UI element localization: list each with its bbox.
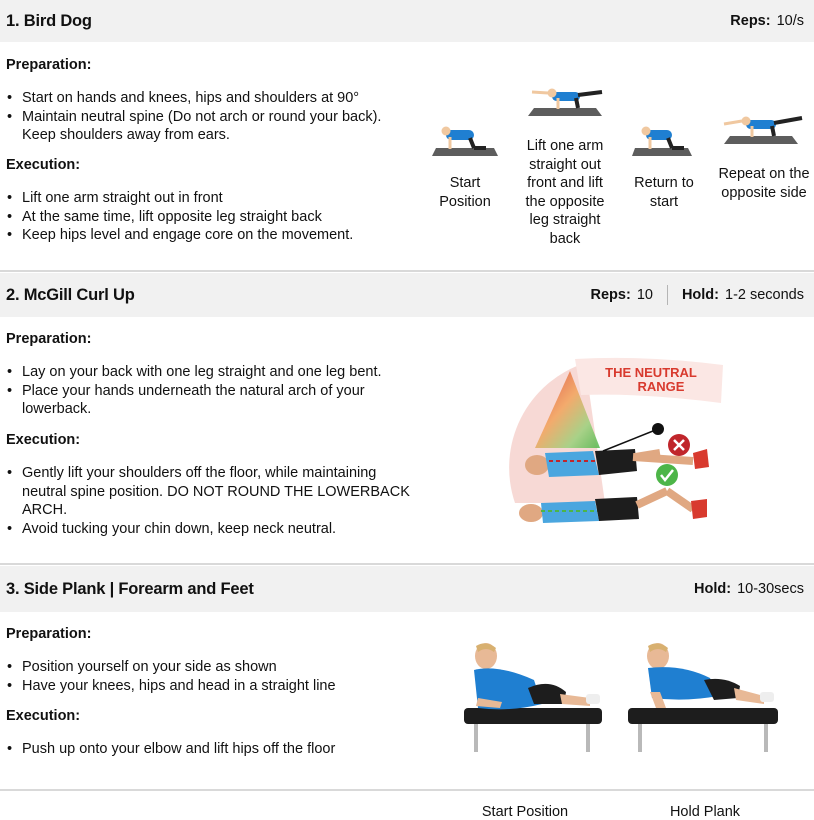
step-caption: Lift one arm straight out front and lift the opposite leg straight back [525,138,605,247]
exercise-mcgill-curl-up [0,273,814,563]
list-item: • Avoid tucking your chin down, keep neck neutral. [6,520,416,539]
exercise-bird-dog [0,0,814,270]
bird-dog-start-figure [430,122,500,158]
exercise-header [0,0,814,42]
reps-value: 10/s [776,13,804,29]
exercise-title: 1. Bird Dog [6,11,92,30]
exercise-title: 2. McGill Curl Up [6,285,135,304]
list-item: • Position yourself on your side as shown [6,658,416,677]
side-plank-start-photo [462,642,604,754]
list-item: • Push up onto your elbow and lift hips off the floor [6,740,416,759]
divider [0,563,814,565]
exercise-meta [694,581,804,597]
preparation-list [6,89,416,145]
preparation-list [6,658,416,695]
execution-label: Execution: [6,432,81,448]
range-heading-line1: THE NEUTRAL [605,365,697,380]
step-caption: Return to start [634,175,694,210]
execution-label: Execution: [6,157,81,173]
exercise-header [0,566,814,612]
list-item: • At the same time, lift opposite leg straight back [6,208,416,227]
hold-label: Hold: [681,287,719,303]
hold-label: Hold: [694,581,732,597]
neutral-range-illustration [495,353,735,523]
hold-value: 1-2 seconds [725,287,804,303]
preparation-label: Preparation: [6,57,92,73]
list-item: • Maintain neutral spine (Do not arch or round your back). Keep shoulders away from ears. [6,108,416,145]
list-item: • Lay on your back with one leg straight and one leg bent. [6,363,416,382]
step-caption: Repeat on the opposite side [718,166,810,201]
list-item: • Place your hands underneath the natural arch of your lowerback. [6,382,416,419]
exercise-header [0,273,814,317]
list-item: • Gently lift your shoulders off the floor, while maintaining neutral spine position. DO NOT ROUND THE LOWERBACK ARCH. [6,464,416,520]
reps-label: Reps: [730,13,771,29]
divider [0,270,814,272]
preparation-label: Preparation: [6,626,92,642]
execution-list [6,189,416,245]
list-item: • Have your knees, hips and head in a straight line [6,677,416,696]
execution-list [6,464,416,538]
execution-list [6,740,416,759]
side-plank-hold-photo [626,642,782,754]
step-caption: Start Position [439,175,491,210]
reps-label: Reps: [590,287,631,303]
exercise-meta [591,285,804,305]
preparation-label: Preparation: [6,331,92,347]
photo-caption: Hold Plank [669,804,741,820]
list-item: • Lift one arm straight out in front [6,189,416,208]
execution-label: Execution: [6,708,81,724]
exercise-side-plank [0,566,814,820]
exercise-meta [730,13,804,29]
reps-value: 10 [636,287,653,303]
list-item: • Keep hips level and engage core on the movement. [6,226,416,245]
divider [0,789,814,791]
bird-dog-return-figure [630,122,694,158]
bird-dog-extend-figure [526,82,606,118]
photo-caption: Start Position [481,804,569,820]
range-heading-line2: RANGE [637,379,685,394]
bird-dog-opposite-figure [720,110,806,146]
exercise-title: 3. Side Plank | Forearm and Feet [6,579,254,598]
meta-separator [667,285,668,305]
list-item: • Start on hands and knees, hips and shoulders at 90° [6,89,416,108]
hold-value: 10-30secs [737,581,804,597]
preparation-list [6,363,416,419]
